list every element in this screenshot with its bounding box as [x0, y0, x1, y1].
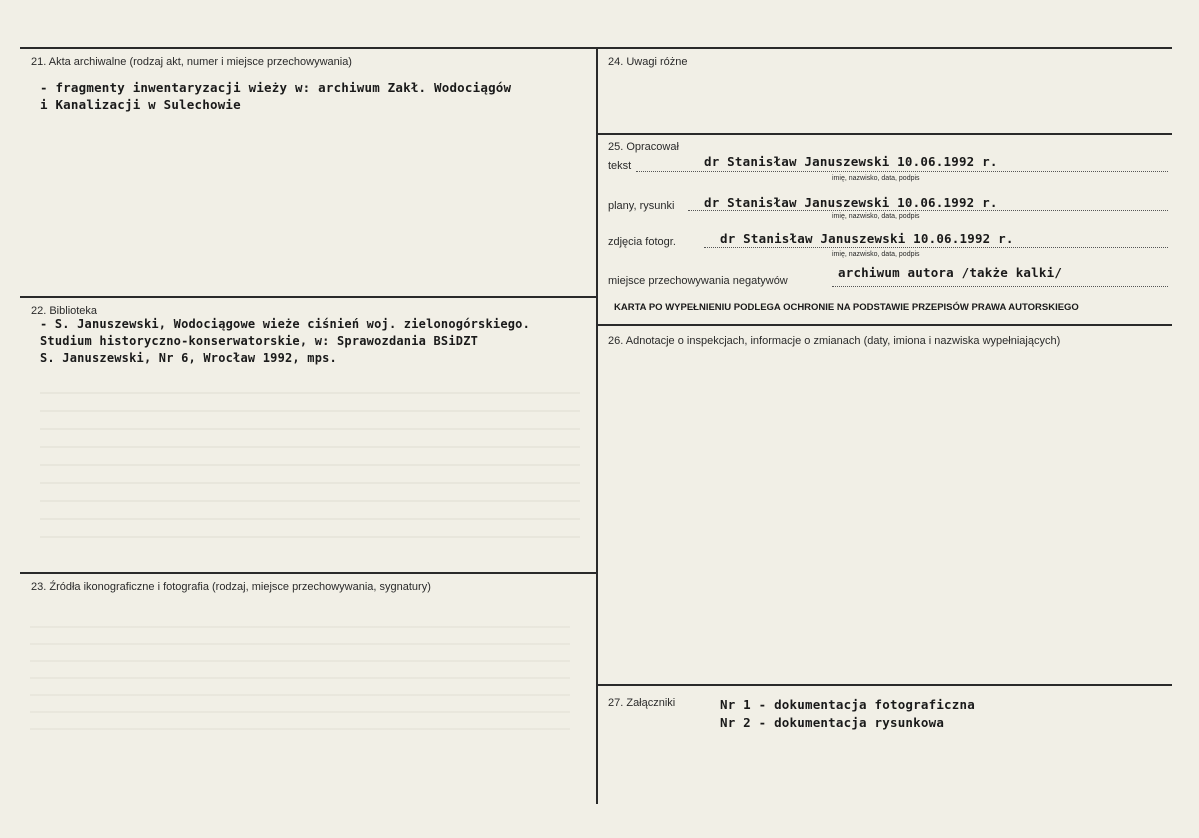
- section-23-label: 23. Źródła ikonograficzne i fotografia (rodzaj, miejsce przechowywania, sygnatury): [31, 581, 431, 593]
- rule-23-left: [20, 572, 597, 574]
- rule-26-right: [597, 324, 1172, 326]
- negatywy-value: archiwum autora /także kalki/: [838, 265, 1063, 280]
- zdjecia-caption: imię, nazwisko, data, podpis: [832, 251, 920, 258]
- section-22-label: 22. Biblioteka: [31, 305, 98, 317]
- attachment-item-2: Nr 2 - dokumentacja rysunkowa: [720, 715, 945, 730]
- section-25-label: 25. Opracował: [608, 141, 679, 153]
- section-21-label: 21. Akta archiwalne (rodzaj akt, numer i miejsce przechowywania): [31, 56, 352, 68]
- zdjecia-value: dr Stanisław Januszewski 10.06.1992 r.: [720, 231, 1014, 246]
- zdjecia-label: zdjęcia fotogr.: [608, 236, 676, 248]
- section-24-label: 24. Uwagi różne: [608, 56, 688, 68]
- plany-caption: imię, nazwisko, data, podpis: [832, 213, 920, 220]
- section-22-line3: S. Januszewski, Nr 6, Wrocław 1992, mps.: [40, 351, 337, 365]
- rule-25-right: [597, 133, 1172, 135]
- section-22-line2: Studium historyczno-konserwatorskie, w: Sprawozdania BSiDZT: [40, 334, 479, 348]
- section-22-line1: - S. Januszewski, Wodociągowe wieże ciśnień woj. zielonogórskiego.: [40, 317, 531, 331]
- negatywy-dotted-line: [832, 286, 1168, 287]
- section-21-text-line2: i Kanalizacji w Sulechowie: [40, 97, 241, 112]
- rule-27-right: [597, 684, 1172, 686]
- zdjecia-dotted-line: [704, 247, 1168, 248]
- section-26-label: 26. Adnotacje o inspekcjach, informacje o zmianach (daty, imiona i nazwiska wypełniających): [608, 335, 1061, 347]
- center-divider: [596, 47, 598, 804]
- rule-22-left: [20, 296, 597, 298]
- section-27-label: 27. Załączniki: [608, 697, 676, 709]
- bleed-through-text: [30, 615, 570, 745]
- copyright-notice: KARTA PO WYPEŁNIENIU PODLEGA OCHRONIE NA PODSTAWIE PRZEPISÓW PRAWA AUTORSKIEGO: [614, 302, 1079, 313]
- attachment-item-1: Nr 1 - dokumentacja fotograficzna: [720, 697, 975, 712]
- section-21-text-line1: - fragmenty inwentaryzacji wieży w: archiwum Zakł. Wodociągów: [40, 80, 512, 95]
- tekst-label: tekst: [608, 160, 632, 172]
- tekst-dotted-line: [636, 171, 1168, 172]
- tekst-caption: imię, nazwisko, data, podpis: [832, 175, 920, 182]
- plany-label: plany, rysunki: [608, 200, 675, 212]
- tekst-value: dr Stanisław Januszewski 10.06.1992 r.: [704, 154, 998, 169]
- plany-value: dr Stanisław Januszewski 10.06.1992 r.: [704, 195, 998, 210]
- plany-dotted-line: [688, 210, 1168, 211]
- negatywy-label: miejsce przechowywania negatywów: [608, 275, 788, 287]
- bleed-through-text: [40, 380, 580, 540]
